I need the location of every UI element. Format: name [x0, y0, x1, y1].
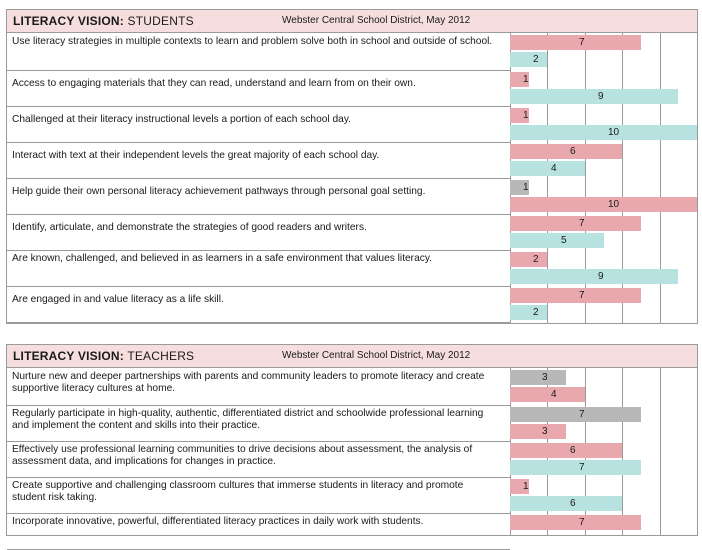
row-label: Challenged at their literacy instructional levels a portion of each school day.: [12, 114, 352, 125]
bar-pink: [510, 443, 622, 458]
data-label: 7: [579, 218, 585, 229]
bar-pink: [510, 515, 641, 530]
teachers-panel-title: [13, 349, 194, 363]
row-label: Access to engaging materials that they can read, understand and learn from on their own.: [12, 78, 416, 89]
data-label: 10: [608, 127, 620, 138]
data-label: 6: [570, 498, 576, 509]
gridline: [622, 368, 623, 535]
row-label: Create supportive and challenging classroom cultures that immerse students in literacy and promote student risk taking.: [12, 480, 464, 503]
row-label: Help guide their own personal literacy achievement pathways through personal goal setting.: [12, 186, 426, 197]
bar-pink: [510, 424, 566, 439]
bar-pink: [510, 288, 641, 303]
data-label: 2: [533, 307, 539, 318]
bar-pink: [510, 72, 529, 87]
data-label: 1: [523, 110, 529, 121]
bar-pink: [510, 216, 641, 231]
table-row: [7, 368, 510, 406]
data-label: 9: [598, 91, 604, 102]
data-label: 9: [598, 271, 604, 282]
data-label: 7: [579, 37, 585, 48]
table-row: [7, 477, 510, 514]
bar-pink: [510, 387, 585, 402]
table-row: [7, 70, 510, 107]
bar-teal: [510, 52, 547, 67]
row-label: Identify, articulate, and demonstrate the strategies of good readers and writers.: [12, 222, 367, 233]
gridline: [660, 368, 661, 535]
teachers-panel-header: [7, 345, 697, 368]
data-label: 6: [570, 445, 576, 456]
table-row: [7, 142, 510, 179]
data-label: 2: [533, 54, 539, 65]
bar-pink: [510, 479, 529, 494]
row-label: Interact with text at their independent levels the great majority of each school day.: [12, 150, 380, 161]
table-row: [7, 286, 510, 323]
bar-pink: [510, 252, 547, 267]
students-panel-title: [13, 14, 194, 28]
data-label: 1: [523, 481, 529, 492]
bar-grey: [510, 180, 529, 195]
row-label: Are known, challenged, and believed in as learners in a safe environment that values literacy.: [12, 253, 433, 264]
row-label: Nurture new and deeper partnerships with parents and community leaders to promote literacy and create supportive literacy cultures at home.: [12, 371, 485, 394]
row-label: Are engaged in and value literacy as a life skill.: [12, 294, 224, 305]
row-label: Incorporate innovative, powerful, differentiated literacy practices in daily work with students.: [12, 516, 424, 527]
row-label: Use literacy strategies in multiple contexts to learn and problem solve both in school and outside of school.: [12, 36, 493, 47]
teachers-panel: [6, 344, 698, 536]
data-label: 3: [542, 426, 548, 437]
table-row: [7, 405, 510, 442]
table-row: [7, 178, 510, 215]
table-row: [7, 441, 510, 478]
bar-pink: [510, 108, 529, 123]
bar-grey: [510, 370, 566, 385]
gridline: [697, 368, 698, 535]
bar-teal: [510, 161, 585, 176]
teachers-panel-subtitle: Webster Central School District, May 2012: [282, 350, 471, 361]
bar-grey: [510, 407, 641, 422]
data-label: 3: [542, 372, 548, 383]
bar-teal: [510, 125, 697, 140]
data-label: 7: [579, 517, 585, 528]
data-label: 10: [608, 199, 620, 210]
gridline: [697, 33, 698, 323]
row-label: Regularly participate in high-quality, authentic, differentiated district and schoolwide professional learning and implement the content and skills into their practice.: [12, 408, 484, 431]
row-label: Effectively use professional learning communities to drive decisions about assessment, the analysis of assessment data, and implications for changes in practice.: [12, 444, 473, 467]
data-label: 2: [533, 254, 539, 265]
students-title-rest: STUDENTS: [124, 14, 194, 28]
students-panel-subtitle: Webster Central School District, May 2012: [282, 15, 471, 26]
students-title-bold: LITERACY VISION:: [13, 14, 124, 28]
bar-teal: [510, 305, 547, 320]
bar-pink: [510, 144, 622, 159]
bar-teal: [510, 269, 678, 284]
bar-pink: [510, 197, 697, 212]
students-panel-header: [7, 10, 697, 33]
data-label: 5: [561, 235, 567, 246]
data-label: 7: [579, 462, 585, 473]
table-row: [7, 250, 510, 287]
table-row: [7, 33, 510, 71]
data-label: 4: [551, 389, 557, 400]
table-row: [7, 513, 510, 550]
data-label: 1: [523, 182, 529, 193]
students-panel: [6, 9, 698, 324]
teachers-title-rest: TEACHERS: [124, 349, 195, 363]
bar-pink: [510, 35, 641, 50]
teachers-title-bold: LITERACY VISION:: [13, 349, 124, 363]
bar-teal: [510, 233, 604, 248]
table-row: [7, 214, 510, 251]
data-label: 7: [579, 290, 585, 301]
data-label: 7: [579, 409, 585, 420]
data-label: 1: [523, 74, 529, 85]
bar-teal: [510, 460, 641, 475]
bar-teal: [510, 496, 622, 511]
bar-teal: [510, 89, 678, 104]
data-label: 4: [551, 163, 557, 174]
table-row: [7, 106, 510, 143]
data-label: 6: [570, 146, 576, 157]
